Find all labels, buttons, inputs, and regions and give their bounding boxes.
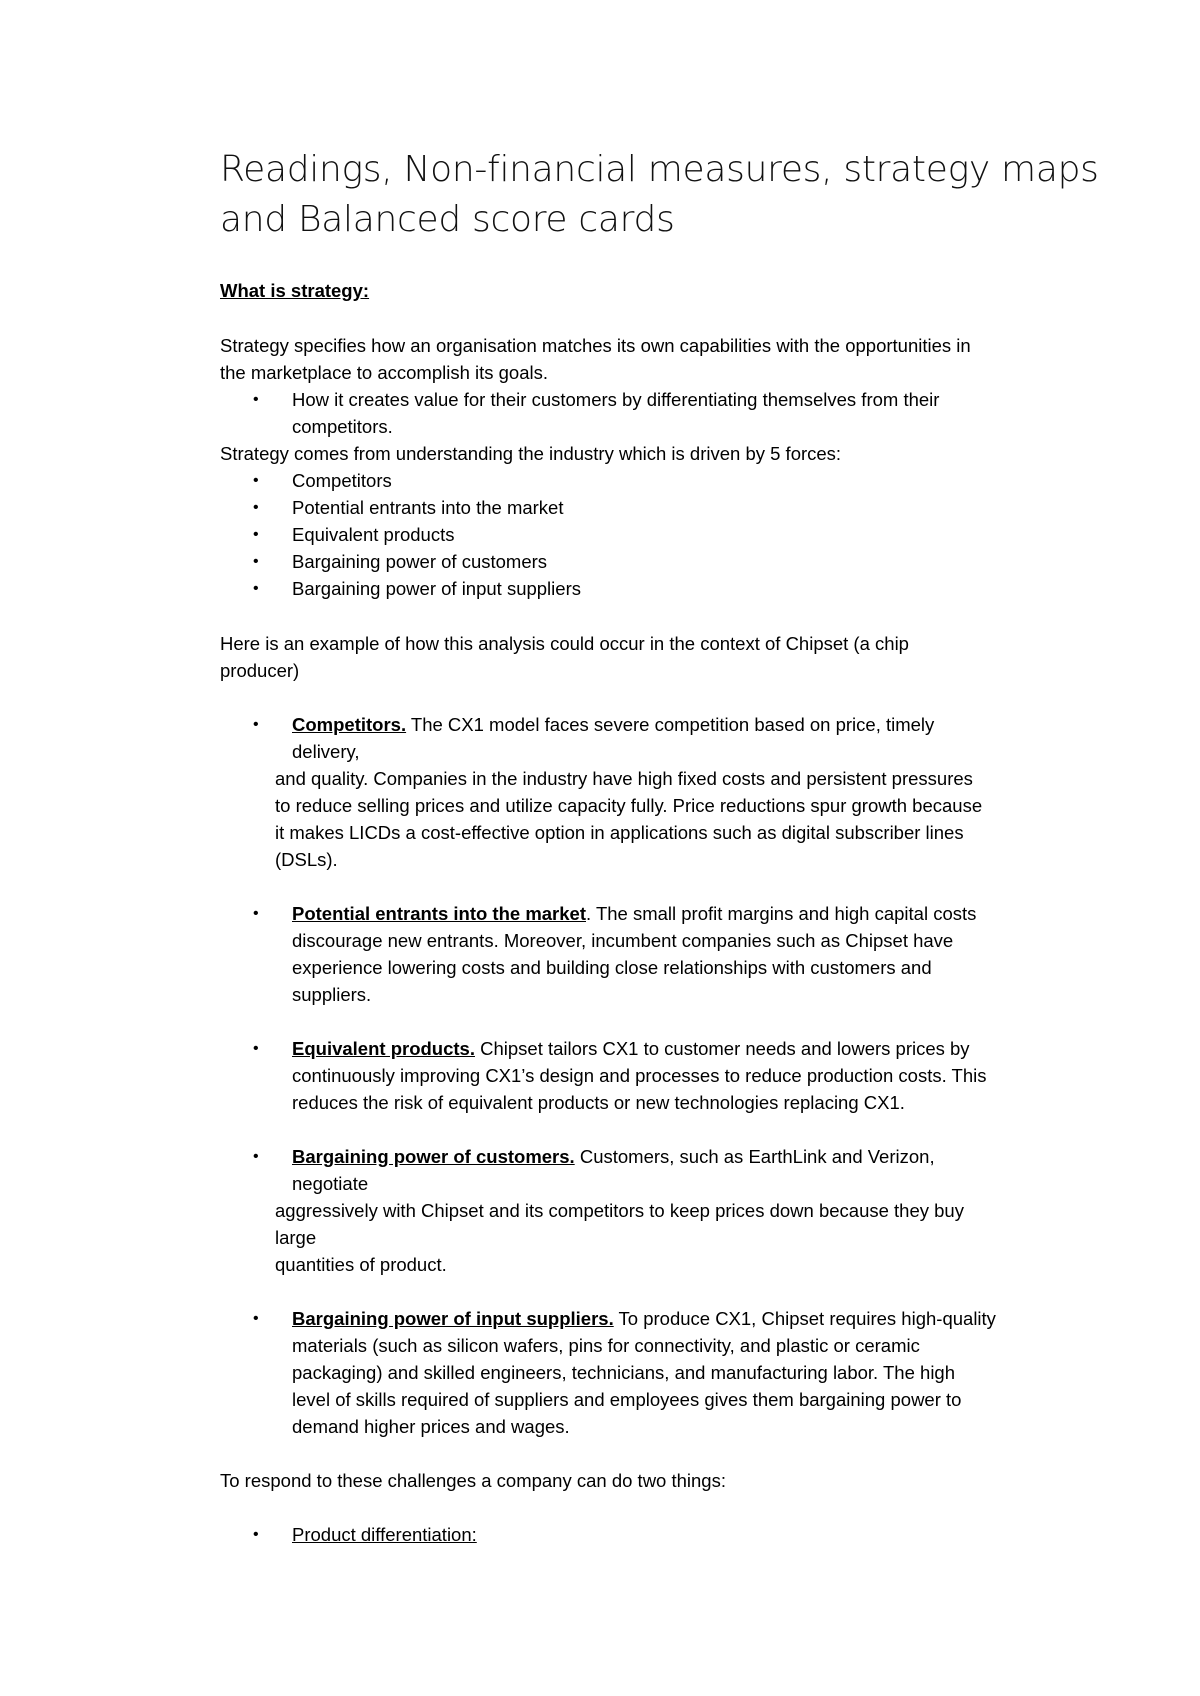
customers-label: Bargaining power of customers. [292,1146,575,1167]
bullet-icon [253,386,259,413]
force-list-item: Equivalent products [292,524,455,545]
bullet-icon [253,494,259,521]
equivalent-text: Chipset tailors CX1 to customer needs and lowers prices by [474,1038,970,1059]
bullet-icon [253,521,259,548]
bullet-icon [253,1521,259,1548]
competitors-line: (DSLs). [275,849,338,870]
force-list-item: Competitors [292,470,392,491]
bullet-icon [253,467,259,494]
title-line-2: and Balanced score cards [220,199,675,240]
entrants-line: discourage new entrants. Moreover, incumbent companies such as Chipset have [292,930,954,951]
force-list-item: Potential entrants into the market [292,497,564,518]
equivalent-line: continuously improving CX1’s design and processes to reduce production costs. This [292,1065,987,1086]
product-differentiation-item: Product differentiation: [292,1524,477,1545]
title-line-1: Readings, Non-financial measures, strategy maps [220,149,1099,190]
equivalent-line: reduces the risk of equivalent products or new technologies replacing CX1. [292,1092,905,1113]
suppliers-line [292,1305,996,1332]
bullet-icon [253,1035,259,1062]
customers-line: negotiate [292,1173,369,1194]
competitors-line: delivery, [292,741,360,762]
entrants-text: . The small profit margins and high capital costs [586,903,977,924]
competitors-text: The CX1 model faces severe competition based on price, timely [406,714,935,735]
competitors-line: and quality. Companies in the industry have high fixed costs and persistent pressures [275,768,973,789]
paragraph-line: producer) [220,660,300,681]
suppliers-text: To produce CX1, Chipset requires high-quality [613,1308,996,1329]
force-list-item: Bargaining power of input suppliers [292,578,581,599]
suppliers-label: Bargaining power of input suppliers. [292,1308,614,1329]
suppliers-line: level of skills required of suppliers and employees gives them bargaining power to [292,1389,962,1410]
equivalent-label: Equivalent products. [292,1038,475,1059]
bullet-icon [253,575,259,602]
paragraph-line: To respond to these challenges a company can do two things: [220,1470,726,1491]
entrants-line: suppliers. [292,984,372,1005]
paragraph-line: Strategy specifies how an organisation matches its own capabilities with the opportunities in [220,335,971,356]
competitors-line: it makes LICDs a cost-effective option in applications such as digital subscriber lines [275,822,964,843]
paragraph-line: the marketplace to accomplish its goals. [220,362,549,383]
suppliers-line: materials (such as silicon wafers, pins for connectivity, and plastic or ceramic [292,1335,920,1356]
page-title [220,145,1120,245]
bullet-icon [253,1143,259,1170]
section-heading: What is strategy: [220,280,370,301]
entrants-label: Potential entrants into the market [292,903,586,924]
bullet-text: How it creates value for their customers by differentiating themselves from their [292,389,940,410]
customers-text: Customers, such as EarthLink and Verizon, [574,1146,935,1167]
suppliers-line: demand higher prices and wages. [292,1416,570,1437]
customers-line: quantities of product. [275,1254,447,1275]
equivalent-line [292,1035,970,1062]
bullet-icon [253,900,259,927]
entrants-line: experience lowering costs and building close relationships with customers and [292,957,932,978]
bullet-icon [253,1305,259,1332]
bullet-icon [253,711,259,738]
suppliers-line: packaging) and skilled engineers, technicians, and manufacturing labor. The high [292,1362,956,1383]
competitors-line [292,711,934,738]
entrants-line [292,900,976,927]
competitors-label: Competitors. [292,714,407,735]
competitors-line: to reduce selling prices and utilize capacity fully. Price reductions spur growth because [275,795,983,816]
customers-line: large [275,1227,317,1248]
customers-line: aggressively with Chipset and its competitors to keep prices down because they buy [275,1200,964,1221]
paragraph-line: Strategy comes from understanding the industry which is driven by 5 forces: [220,443,842,464]
bullet-icon [253,548,259,575]
force-list-item: Bargaining power of customers [292,551,548,572]
paragraph-line: Here is an example of how this analysis could occur in the context of Chipset (a chip [220,633,909,654]
bullet-text: competitors. [292,416,393,437]
customers-line [292,1143,935,1170]
